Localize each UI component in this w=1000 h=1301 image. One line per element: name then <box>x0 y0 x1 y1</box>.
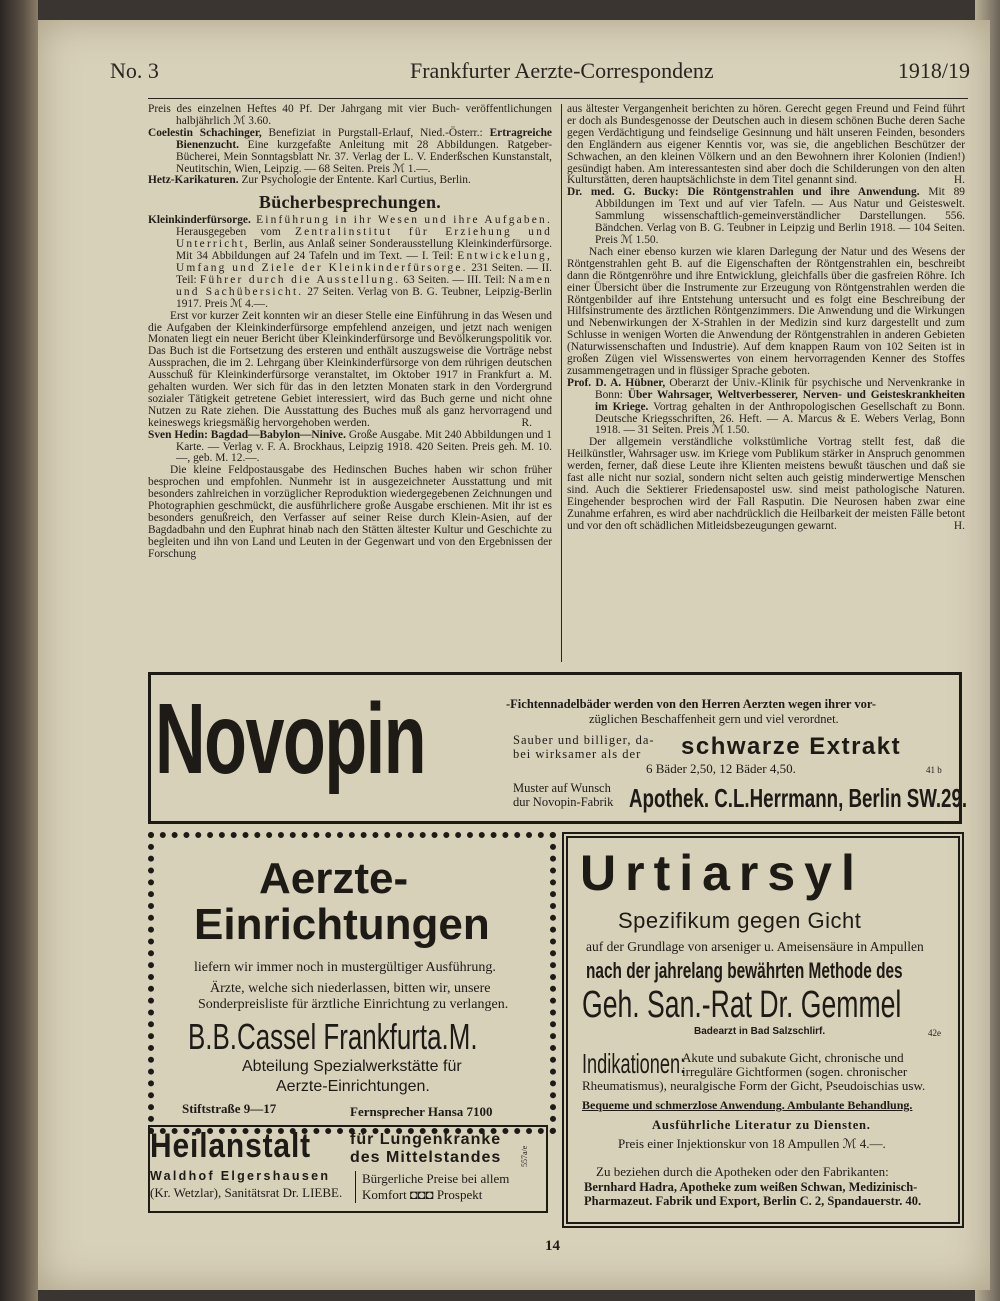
novopin-code: 41 b <box>926 765 942 775</box>
issue-number: No. 3 <box>110 58 159 83</box>
novopin-brand: Novopin <box>155 683 426 795</box>
heil-for2: des Mittelstandes <box>350 1149 502 1166</box>
novopin-line2: züglichen Beschaffenheit gern und viel verordnet. <box>589 712 839 726</box>
price-note: Preis des einzelnen Heftes 40 Pf. Der Jahrgang mit vier Buch- veröffentlichungen halbjährlich ℳ 3.60. <box>148 103 552 127</box>
urtiarsyl-code: 42e <box>928 1028 941 1038</box>
novopin-line1: -Fichtennadelbäder werden von den Herren Aerzten wegen ihrer vor- <box>506 697 877 711</box>
review-hedin-head: Sven Hedin: Bagdad—Babylon—Ninive. Große Ausgabe. Mit 240 Abbildungen und 1 Karte. — Verlag v. F. A. Brockhaus, Leipzig 1918. 420 Seiten. Preis geh. M. 10.—, geb. M. 12.—. <box>148 428 552 465</box>
left-column <box>148 104 552 561</box>
novopin-extrakt: schwarze Extrakt <box>681 733 902 760</box>
volume-year: 1918/19 <box>897 58 970 83</box>
review-kleinkinder-body: Erst vor kurzer Zeit konnten wir an dieser Stelle eine Einführung in das Wesen und die Aufgaben der Kleinkinderfürsorge empfehlend anzeigen, und jetzt nach wenigen Monaten liegt ein neuer Bericht über Kleinkinderfürsorge und Bevölkerungspolitik vor. Das Buch ist die Fortsetzung des ersteren und enthält auszugsweise die Vorträge nebst Aussprachen, die im 2. Lehrgang über Kleinkinderfürsorge von dem rührigen deutschen Ausschuß für Kleinkinderfürsorge veranstaltet, im Oktober 1917 in Frankfurt a. M. gehalten wurden. Wer sich für das in den letzten Monaten stark in den Vordergrund sozialer Tätigkeit getretene Gebiet interessiert, wird das Buch gerne und nicht ohne Nutzen zu Rate ziehen. Die Ausstattung des Buches muß als ganz hervorragend und keineswegs kriegsmäßig hervorgehoben werden. R. <box>148 309 552 429</box>
novopin-maker: Apothek. C.L.Herrmann, Berlin SW.29. <box>629 783 968 813</box>
cassel-phone: Fernsprecher Hansa 7100 <box>350 1104 493 1119</box>
review-kleinkinder-head: Kleinkinderfürsorge. Einführung in ihr Wesen und ihre Aufgaben. Herausgegeben vom Zentralinstitut für Erziehung und Unterricht, Berlin, aus Anlaß seiner Sonderausstellung Kleinkinderfürsorge. Mit 34 Abbildungen auf 24 Tafeln und im Text. — I. Teil: Entwickelung, Umfang und Ziele der Kleinkinderfürsorge. 231 Seiten. — II. Teil: Führer durch die Ausstellung. 63 Seiten. — III. Teil: Namen und Sachübersicht. 27 Seiten. Verlag von B. G. Teubner, Leipzig-Berlin 1917. Preis ℳ 4.—. <box>148 214 553 310</box>
heil-prices1: Bürgerliche Preise bei allem <box>355 1171 509 1187</box>
review-bucky-body: Nach einer ebenso kurzen wie klaren Darlegung der Natur und des Wesens der Röntgenstrahlen geht B. auf die Eigenschaften der Röntgenstrahlen ein, beschreibt dann die Röntgenröhre und ihre Entwicklung, gleichfalls über die gasfreien Röhre. Ich einer Übersicht über die Instrumente zur Erzeugung von Röntgenstrahlen werden die Röntgenbilder auf ihre Entstehung untersucht und es folgt eine Beschreibung der Hilfsinstrumente des ärztlichen Röntgenzimmers. Die Anwendung und die Wirkungen und Nebenwirkungen der X-Strahlen in der Medizin sind kurz dargestellt und zum Schlusse in wenigen Worten die Anwendung der Röntgenstrahlen in anderen Gebieten (Naturwissenschaften und Industrie). Auf dem knappen Raum von 102 Seiten ist in großen Zügen viel Wissenswertes von einem hervorragenden Kenner des Stoffes zusammengetragen und in flüssiger Sprache geboten. <box>567 245 965 377</box>
urtiarsyl-l1: auf der Grundlage von arseniger u. Ameisensäure in Ampullen <box>586 939 924 954</box>
urtiarsyl-firm1: Bernhard Hadra, Apotheke zum weißen Schwan, Medizinisch- <box>584 1180 918 1194</box>
page-number: 14 <box>545 1238 560 1254</box>
heil-place: Waldhof Elgershausen <box>150 1169 331 1183</box>
urtiarsyl-doctor: Geh. San.-Rat Dr. Gemmel <box>582 984 902 1026</box>
cassel-title1: Aerzte- <box>259 854 409 903</box>
review-huebner-body: Der allgemein verständliche volkstümliche Vortrag stellt fest, daß die Heilkünstler, Wahrsager usw. im Kriege vom Publikum stärker in Anspruch genommen werden, ferner, daß diese Leute ihre Klienten meistens bewußt täuschen und daß sie fast alle nicht nur sozial, sondern nicht selten auch geistig minderwertige Menschen sind. Auch die Sektierer Friedensapostel usw. sind meist pathologische Naturen. Eingehender besprochen wird der Fall Rasputin. Die Neurosen haben zwar eine Zunahme erfahren, es wird aber nachdrücklich die Heilbarkeit der meisten Fälle betont und vor den oft schädlichen Mitleidsbezeugungen gewarnt. H. <box>567 436 965 532</box>
urtiarsyl-ind3: Rheumatismus), neuralgische Form der Gicht, Pseudoischias usw. <box>582 1078 926 1093</box>
cassel-line1: liefern wir immer noch in mustergültiger Ausführung. <box>194 960 496 975</box>
novopin-muster2: dur Novopin-Fabrik <box>513 795 614 809</box>
novopin-compare2: bei wirksamer als der <box>513 747 642 761</box>
heil-code: 557a/e <box>520 1145 529 1167</box>
urtiarsyl-buy: Zu beziehen durch die Apotheken oder den Fabrikanten: <box>596 1164 889 1179</box>
entry-bienenzucht: Coelestin Schachinger, Benefiziat in Purgstall-Erlauf, Nied.-Österr.: Ertragreiche Bienenzucht. Eine kurzgefaßte Anleitung mit 28 Abbildungen. Ratgeber-Bücherei, Mein Sonntagsblatt Nr. 37. Verlag der L. V. Enderßschen Kunstanstalt, Neutitschin, Wien, Leipzig. — 68 Seiten. Preis ℳ 1.—. <box>148 126 552 175</box>
ad-urtiarsyl <box>562 832 964 1228</box>
urtiarsyl-brand: Urtiarsyl <box>580 845 864 901</box>
ad-cassel <box>148 832 556 1134</box>
running-header <box>110 58 970 88</box>
heil-place2: (Kr. Wetzlar), Sanitätsrat Dr. LIEBE. <box>150 1185 343 1200</box>
ad-novopin <box>148 672 968 824</box>
urtiarsyl-application: Bequeme und schmerzlose Anwendung. Ambulante Behandlung. <box>582 1098 913 1112</box>
right-column <box>567 104 965 533</box>
entry-hetz: Hetz-Karikaturen. Zur Psychologie der Entente. Karl Curtius, Berlin. <box>148 174 471 187</box>
urtiarsyl-sub: Spezifikum gegen Gicht <box>618 908 862 933</box>
urtiarsyl-ind2: irreguläre Gichtformen (sogen. chronischer <box>682 1064 908 1079</box>
novopin-muster1: Muster auf Wunsch <box>513 781 611 795</box>
urtiarsyl-ind1: Akute und subakute Gicht, chronische und <box>682 1050 904 1065</box>
column-divider <box>561 104 562 662</box>
novopin-prices: 6 Bäder 2,50, 12 Bäder 4,50. <box>646 761 796 776</box>
heil-prices2: Komfort ◘◘◘ Prospekt <box>355 1187 482 1203</box>
review-huebner-head: Prof. D. A. Hübner, Oberarzt der Univ.-Klinik für psychische und Nervenkranke in Bonn: Über Wahrsager, Weltverbesserer, Nerven- und Geisteskrankheiten im Kriege. Vortrag gehalten in der Anthropologischen Gesellschaft zu Bonn. Deutsche Kriegsschriften, 26. Heft. — A. Marcus & E. Webers Verlag, Bonn 1918. — 31 Seiten. Preis ℳ 1.50. <box>567 376 966 437</box>
urtiarsyl-l2: nach der jahrelang bewährten Methode des <box>586 958 903 983</box>
urtiarsyl-price: Preis einer Injektionskur von 18 Ampullen ℳ 4.—. <box>618 1136 886 1151</box>
urtiarsyl-firm2: Pharmazeut. Fabrik und Export, Berlin C. 2, Spandauerstr. 40. <box>584 1194 922 1208</box>
urtiarsyl-doctor2: Badearzt in Bad Salzschlirf. <box>694 1026 826 1037</box>
cassel-sub1: Abteilung Spezialwerkstätte für <box>242 1058 462 1075</box>
cassel-title2: Einrichtungen <box>194 900 490 949</box>
urtiarsyl-indications-label: Indikationen: <box>582 1048 686 1079</box>
review-hedin-body: Die kleine Feldpostausgabe des Hedinschen Buches haben wir schon früher besprochen und empfohlen. Nunmehr ist in ausgezeichneter Ausstattung und mit besonders zahlreichen in vorzüglicher Reproduktion wiedergegebenen Zeichnungen und Photographien geschmückt, die ausführlichere große Ausgabe erschienen. Mit ihr ist es besonders genußreich, den Verfasser auf seiner Reise durch Klein-Asien, auf der Bagdadbahn und den Euphrat hinab nach den Stätten ältester Kultur und Geschichte zu begleiten und ihn von Land und Leuten in der Gegenwart und von den Ergebnissen der Forschung <box>148 464 552 560</box>
cassel-line2: Ärzte, welche sich niederlassen, bitten wir, unsere <box>210 981 491 996</box>
cassel-line3: Sonderpreisliste für ärztliche Einrichtung zu verlangen. <box>198 997 509 1012</box>
section-title: Bücherbesprechungen. <box>258 192 442 213</box>
heil-for1: für Lungenkranke <box>350 1131 502 1148</box>
urtiarsyl-literature: Ausführliche Literatur zu Diensten. <box>652 1118 871 1132</box>
ad-heilanstalt <box>148 1125 548 1213</box>
review-hedin-continued: aus ältester Vergangenheit berichten zu hören. Gerecht gegen Freund und Feind führt er doch als Bundesgenosse der Deutschen auch in diesem schönen Buche deren Sache gegen Verdächtigung und feindselige Gesinnung und hält unseren Feinden, besonders den Engländern aus eigener Kenntis vor, was sie, die angeblichen Beschützer der Schwachen, an den kleinen Völkern und an den Bewohnern ihrer Kolonien (Indien!) gesündigt haben. Am interessantesten sind aber doch die Schilderungen von den alten Kulturstätten, deren hauptsächlichste in dem Titel genannt sind. H. <box>567 103 965 187</box>
cassel-firm: B.B.Cassel Frankfurta.M. <box>188 1016 478 1057</box>
book-binding <box>0 0 38 1301</box>
review-bucky-head: Dr. med. G. Bucky: Die Röntgenstrahlen und ihre Anwendung. Mit 89 Abbildungen im Text und auf vier Tafeln. — Aus Natur und Geisteswelt. Sammlung wissenschaftlich-gemeinverständlicher Darstellungen. 556. Bändchen. Verlag von B. G. Teubner in Leipzig und Berlin 1918. — 104 Seiten. Preis ℳ 1.50. <box>567 186 965 246</box>
novopin-compare1: Sauber und billiger, da- <box>513 733 655 747</box>
heil-title: Heilanstalt <box>150 1127 311 1165</box>
cassel-address: Stiftstraße 9—17 <box>182 1101 277 1116</box>
journal-title: Frankfurter Aerzte-Correspondenz <box>410 58 714 83</box>
header-rule <box>148 98 968 99</box>
cassel-sub2: Aerzte-Einrichtungen. <box>276 1078 430 1095</box>
